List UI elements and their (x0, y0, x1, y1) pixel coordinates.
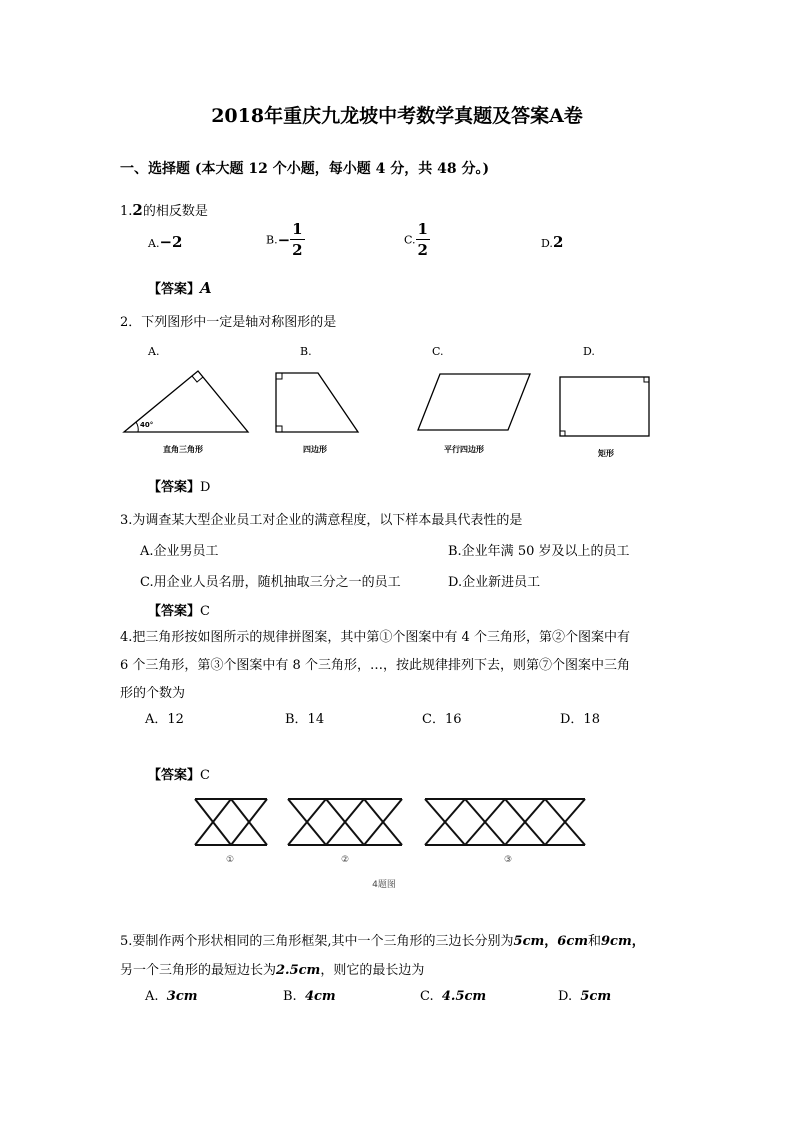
answer-value: C (200, 604, 210, 619)
option-label: C. (420, 989, 434, 1004)
q4-pattern-figure (0, 790, 794, 900)
q3-option-a[interactable]: A.企业男员工 (140, 544, 219, 559)
q4-stem-line-2: 6 个三角形，第③个图案中有 8 个三角形，…，按此规律排列下去，则第⑦个图案中三角 (120, 658, 630, 673)
q5-short-side: 2.5cm (276, 963, 321, 978)
q1-math-value: 2 (132, 201, 143, 219)
option-value: 3cm (166, 989, 198, 1004)
option-value: 4.5cm (441, 989, 487, 1004)
option-value: 4cm (304, 989, 336, 1004)
rectangle-shape (560, 377, 649, 436)
q5-option-d[interactable] (558, 989, 611, 1004)
pattern-3-label: ③ (503, 855, 513, 865)
angle-label: 40° (140, 421, 154, 429)
q1-number: 1. (120, 204, 133, 219)
option-value: 2 (552, 233, 564, 251)
q5-text: ，则它的最长边为 (320, 963, 425, 978)
answer-label: 【答案】 (148, 282, 201, 297)
q3-stem: 3.为调查某大型企业员工对企业的满意程度，以下样本最具代表性的是 (120, 513, 523, 528)
q4-option-a[interactable]: A．12 (145, 712, 184, 727)
figure-caption: 4题图 (372, 880, 396, 890)
option-value: −2 (159, 233, 183, 251)
option-label: C. (404, 233, 416, 247)
denominator: 2 (417, 241, 428, 259)
q4-stem-line-3: 形的个数为 (120, 686, 186, 701)
caption-right-triangle: 直角三角形 (163, 445, 203, 454)
rectangle-figure (560, 377, 649, 458)
q2-option-c-label[interactable]: C. (432, 345, 444, 358)
answer-value: D (200, 480, 211, 495)
q1-stem-text: 的相反数是 (142, 204, 208, 219)
denominator: 2 (292, 241, 303, 259)
q2-figures (0, 0, 794, 470)
answer-value: C (200, 768, 210, 783)
right-angle-mark (560, 431, 565, 436)
q3-option-b[interactable]: B.企业年满 50 岁及以上的员工 (448, 544, 630, 559)
q5-length-3: 9cm (601, 934, 632, 949)
pattern-1 (195, 799, 267, 845)
q3-answer (148, 600, 210, 619)
q4-option-c[interactable]: C．16 (422, 712, 462, 727)
q5-text: 和 (588, 934, 602, 949)
q2-stem: 2．下列图形中一定是轴对称图形的是 (120, 315, 337, 330)
q5-length-1: 5cm (513, 934, 545, 949)
q5-stem-line-1 (120, 930, 645, 949)
answer-label: 【答案】 (148, 480, 201, 495)
section-heading-choice: 一、选择题 (本大题 12 个小题，每小题 4 分，共 48 分。) (120, 161, 490, 177)
right-angle-mark (276, 373, 282, 379)
q5-option-c[interactable] (420, 989, 486, 1004)
right-angle-mark (644, 377, 649, 382)
q2-option-b-label[interactable]: B. (300, 345, 312, 358)
parallelogram-figure (418, 374, 530, 454)
q4-answer (148, 764, 210, 783)
answer-value: A (200, 279, 212, 297)
pattern-1-label: ① (225, 855, 235, 865)
quadrilateral-figure (276, 373, 358, 454)
q4-option-b[interactable]: B．14 (285, 712, 325, 727)
q5-text: 5.要制作两个形状相同的三角形框架,其中一个三角形的三边长分别为 (120, 934, 514, 949)
answer-label: 【答案】 (148, 604, 201, 619)
right-angle-mark (276, 426, 282, 432)
answer-label: 【答案】 (148, 768, 201, 783)
pattern-3 (425, 799, 585, 845)
q5-stem-line-2 (120, 959, 424, 978)
option-label: D. (541, 237, 553, 250)
pattern-2-label: ② (340, 855, 350, 865)
page-title: 2018年重庆九龙坡中考数学真题及答案A卷 (211, 105, 583, 127)
pattern-2 (288, 799, 402, 845)
separator: ， (544, 934, 558, 949)
q2-answer (148, 476, 210, 495)
q4-option-d[interactable]: D．18 (560, 712, 600, 727)
minus-sign: − (277, 231, 291, 249)
numerator: 1 (292, 220, 303, 238)
option-label: B. (283, 989, 297, 1004)
q2-option-d-label[interactable]: D. (583, 345, 595, 358)
q4-stem-line-1: 4.把三角形按如图所示的规律拼图案，其中第①个图案中有 4 个三角形，第②个图案中有 (120, 630, 630, 645)
q5-length-2: 6cm (557, 934, 588, 949)
q3-option-d[interactable]: D.企业新进员工 (448, 575, 541, 590)
parallelogram-shape (418, 374, 530, 430)
q3-option-c[interactable]: C.用企业人员名册，随机抽取三分之一的员工 (140, 575, 401, 590)
numerator: 1 (417, 220, 428, 238)
angle-arc (136, 422, 138, 432)
option-value: 5cm (580, 989, 612, 1004)
right-angle-mark (192, 376, 203, 382)
caption-rectangle: 矩形 (598, 449, 614, 458)
q2-option-a-label[interactable]: A. (148, 345, 160, 358)
caption-parallelogram: 平行四边形 (444, 445, 484, 454)
option-label: A. (145, 989, 159, 1004)
q5-text: 另一个三角形的最短边长为 (120, 963, 277, 978)
option-label: D. (558, 989, 573, 1004)
quadrilateral-shape (276, 373, 358, 432)
option-label: B. (266, 233, 278, 247)
q5-option-a[interactable] (145, 989, 198, 1004)
q5-option-b[interactable] (283, 989, 336, 1004)
option-label: A. (148, 237, 160, 250)
caption-quadrilateral: 四边形 (303, 445, 327, 454)
separator: ， (631, 934, 645, 949)
right-triangle-figure (124, 371, 248, 454)
